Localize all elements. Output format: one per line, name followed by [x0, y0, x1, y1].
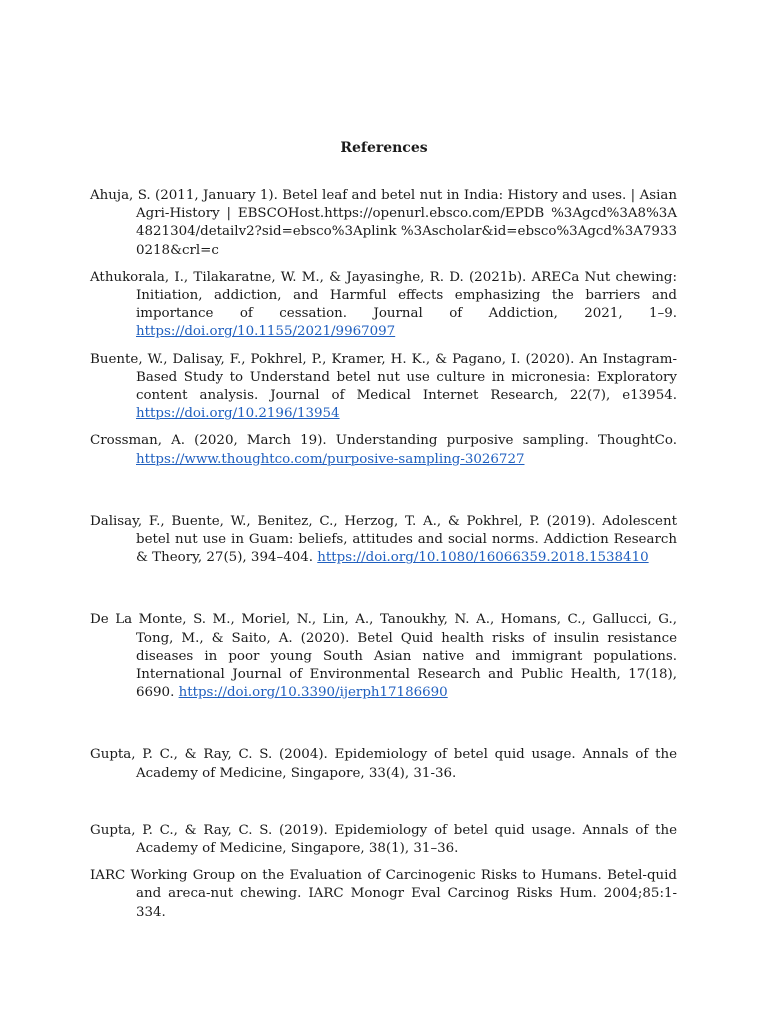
reference-text: Dalisay, F., Buente, W., Benitez, C., Herzog, T. A., & Pokhrel, P. (2019). Adolescent betel nut use in Guam: beliefs, attitudes and social norms. Addiction Research & Theory, 27(5), 394–404.	[90, 513, 677, 566]
reference-text: Gupta, P. C., & Ray, C. S. (2004). Epidemiology of betel quid usage. Annals of the Academy of Medicine, Singapore, 33(4), 31-36.	[90, 747, 677, 781]
reference-entry-dalisay	[90, 513, 677, 568]
reference-entry-iarc	[90, 867, 677, 922]
reference-text: Ahuja, S. (2011, January 1). Betel leaf and betel nut in India: History and uses. | Asian Agri-History | EBSCOHost.https://openurl.ebsco.com/EPDB %3Agcd%3A8%3A4821304/detailv2?sid=ebsco%3Aplink %3Ascholar&id=ebsco%3Agcd%3A79330218&crl=c	[90, 188, 677, 258]
reference-entry-ahuja	[90, 187, 677, 260]
reference-text: Gupta, P. C., & Ray, C. S. (2019). Epidemiology of betel quid usage. Annals of the Academy of Medicine, Singapore, 38(1), 31–36.	[90, 822, 677, 857]
reference-entry-gupta-2004	[90, 746, 677, 782]
reference-entry-delamonte	[90, 611, 677, 702]
reference-doi-link[interactable]: https://doi.org/10.1080/16066359.2018.1538410	[317, 550, 649, 566]
reference-text: Crossman, A. (2020, March 19). Understanding purposive sampling. ThoughtCo.	[90, 433, 677, 449]
reference-text: De La Monte, S. M., Moriel, N., Lin, A., Tanoukhy, N. A., Homans, C., Gallucci, G., Tong, M., & Saito, A. (2020). Betel Quid health risks of insulin resistance diseases in poor young South Asian native and immigrant populations. International Journal of Environmental Research and Public Health, 17(18), 6690.	[90, 612, 677, 701]
reference-entry-athukorala	[90, 269, 677, 342]
reference-doi-link[interactable]: https://doi.org/10.2196/13954	[136, 406, 340, 422]
page-title: References	[340, 140, 428, 156]
reference-doi-link[interactable]: https://doi.org/10.1155/2021/9967097	[136, 324, 396, 340]
reference-url-link[interactable]: https://www.thoughtco.com/purposive-sampling-3026727	[136, 451, 525, 467]
reference-text: Athukorala, I., Tilakaratne, W. M., & Jayasinghe, R. D. (2021b). ARECa Nut chewing: Initiation, addiction, and Harmful effects emphasizing the barriers and importance of cessation. Journal of Addiction, 2021, 1–9.	[90, 269, 677, 322]
reference-doi-link[interactable]: https://doi.org/10.3390/ijerph17186690	[178, 685, 448, 701]
reference-entry-crossman	[90, 432, 677, 468]
reference-entry-gupta-2019	[90, 822, 677, 858]
reference-text: Buente, W., Dalisay, F., Pokhrel, P., Kramer, H. K., & Pagano, I. (2020). An Instagram-Based Study to Understand betel nut use culture in micronesia: Exploratory content analysis. Journal of Medical Internet Research, 22(7), e13954.	[90, 351, 677, 404]
reference-list	[90, 187, 677, 922]
reference-text: IARC Working Group on the Evaluation of Carcinogenic Risks to Humans. Betel-quid and areca-nut chewing. IARC Monogr Eval Carcinog Risks Hum. 2004;85:1-334.	[90, 868, 677, 920]
reference-entry-buente	[90, 351, 677, 424]
